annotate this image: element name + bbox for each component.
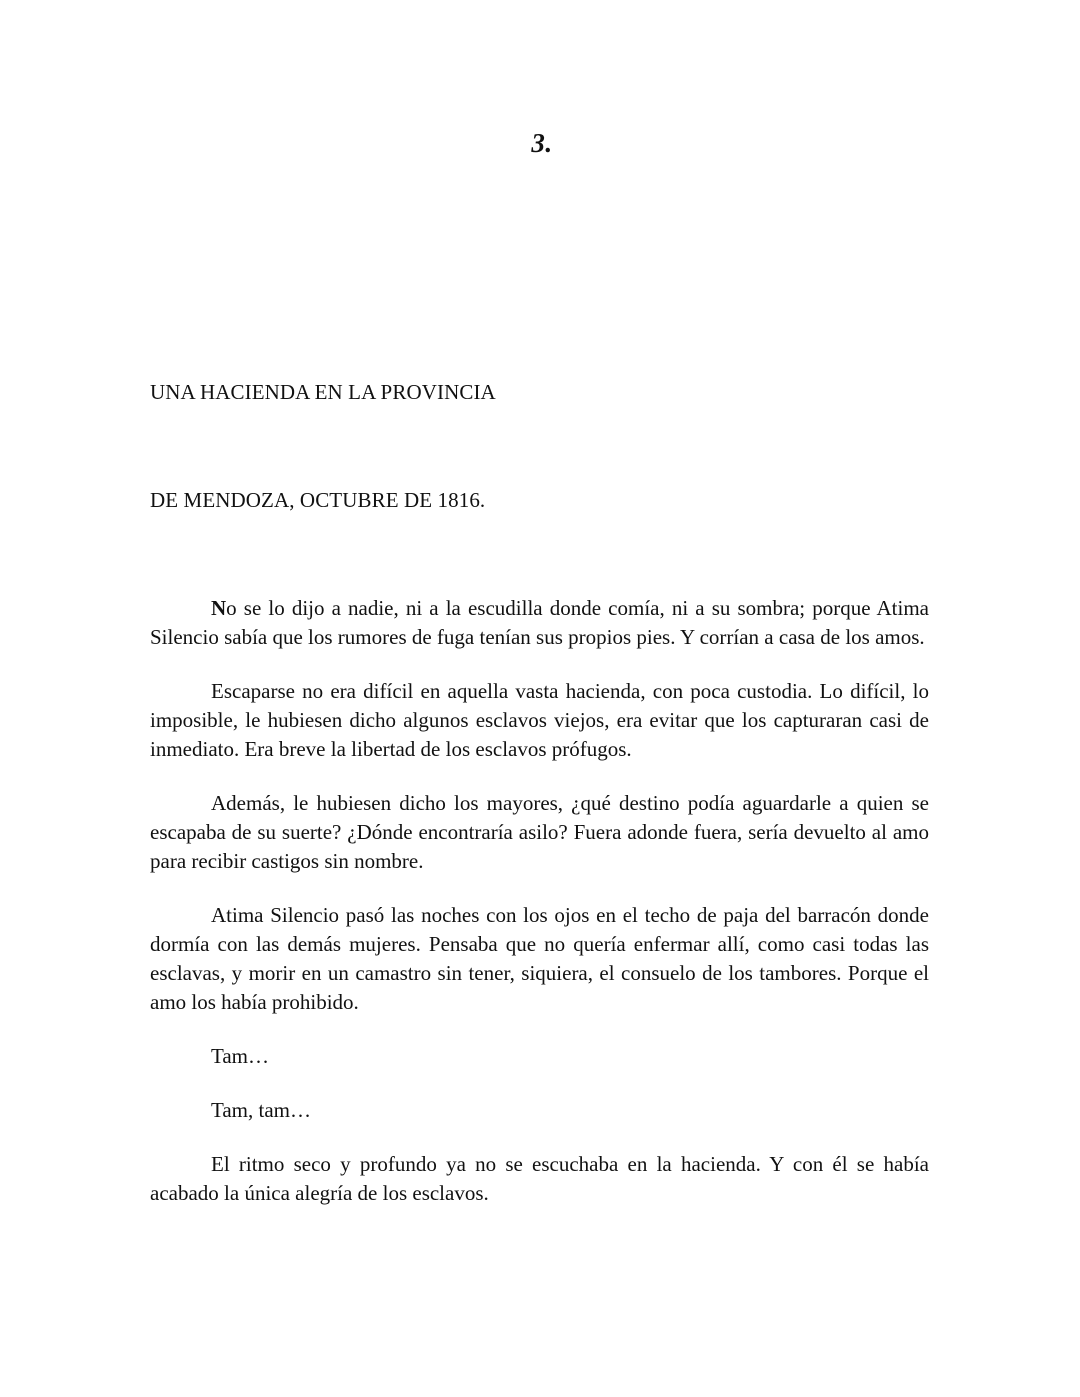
paragraph-3: Además, le hubiesen dicho los mayores, ¿qué destino podía aguardarle a quien se escapaba de su suerte? ¿Dónde encontraría asilo? Fuera adonde fuera, sería devuelto al amo para recibir castigos sin nombre.	[150, 791, 929, 873]
paragraph-4: Atima Silencio pasó las noches con los ojos en el techo de paja del barracón donde dormía con las demás mujeres. Pensaba que no quería enfermar allí, como casi todas las esclavas, y morir en un camastro sin tener, siquiera, el consuelo de los tambores. Porque el amo los había prohibido.	[150, 903, 929, 1014]
paragraph-5: Tam…	[211, 1044, 270, 1068]
paragraph-2: Escaparse no era difícil en aquella vasta hacienda, con poca custodia. Lo difícil, lo imposible, le hubiesen dicho algunos esclavos viejos, era evitar que los capturaran casi de inmediato. Era breve la libertad de los esclavos prófugos.	[150, 679, 929, 761]
paragraph-1-text: o se lo dijo a nadie, ni a la escudilla donde comía, ni a su sombra; porque Atima Silencio sabía que los rumores de fuga tenían sus propios pies. Y corrían a casa de los amos.	[150, 596, 929, 649]
initial-letter: N	[211, 596, 227, 620]
paragraph-6: Tam, tam…	[211, 1098, 312, 1122]
paragraph-7: El ritmo seco y profundo ya no se escuchaba en la hacienda. Y con él se había acabado la única alegría de los esclavos.	[150, 1152, 929, 1205]
chapter-heading-line-1: UNA HACIENDA EN LA PROVINCIA	[150, 380, 496, 404]
chapter-heading-line-2: DE MENDOZA, OCTUBRE DE 1816.	[150, 488, 486, 512]
chapter-body	[150, 594, 929, 1233]
paragraph-1	[150, 594, 929, 652]
chapter-number: 3.	[531, 128, 553, 158]
